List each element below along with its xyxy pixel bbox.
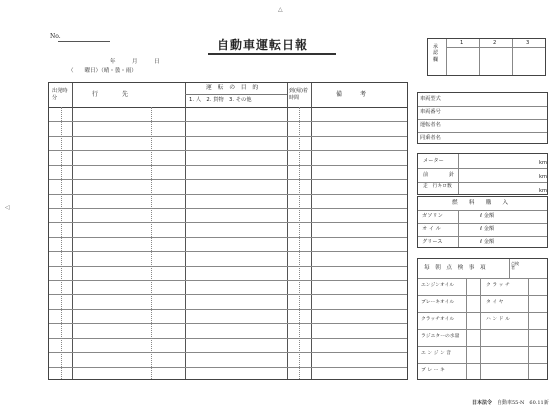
- fuel-purchase-box: [417, 196, 548, 248]
- table-row-line: [49, 338, 407, 339]
- col-departure-time: 出発時分: [52, 88, 68, 101]
- distance-unit: km: [539, 188, 548, 194]
- inspection-item-left: クラッチオイル: [421, 317, 455, 322]
- vehicle-model-label: 車両型式: [420, 96, 441, 102]
- table-row-line: [49, 352, 407, 353]
- weekday-weather-line: （ 曜日）（晴・曇・雨）: [68, 68, 137, 74]
- vehicle-number-label: 車両番号: [420, 109, 441, 115]
- form-code: 自動車55-N 60.11新: [497, 400, 549, 406]
- side-triangle-mark: ◁: [5, 204, 10, 211]
- date-line: 年 月 日: [110, 59, 160, 65]
- inspection-item-left: エンジンオイル: [421, 283, 455, 288]
- table-row-line: [49, 294, 407, 295]
- log-body: [49, 107, 407, 379]
- table-row-line: [49, 323, 407, 324]
- purpose-options: 1. 人 2. 貨物 3. その他: [189, 97, 252, 103]
- table-row-line: [49, 222, 407, 223]
- col-remarks: 備 考: [336, 91, 367, 98]
- gasoline-amount: ℓ 金額: [480, 213, 495, 219]
- table-row-line: [49, 251, 407, 252]
- driving-log-table: [48, 82, 408, 380]
- table-row-line: [49, 237, 407, 238]
- oil-label: オ イ ル: [422, 226, 441, 232]
- table-row-line: [49, 194, 407, 195]
- fuel-title: 燃 料 購 入: [452, 200, 508, 206]
- approval-col-2: 2: [493, 40, 497, 46]
- table-row-line: [49, 121, 407, 122]
- meter-unit: km: [539, 160, 548, 166]
- number-line: [58, 41, 110, 42]
- number-label: No.: [50, 33, 61, 40]
- table-row-line: [49, 150, 407, 151]
- inspector-corner: 点検者: [511, 261, 519, 271]
- approval-label: 承認欄: [433, 44, 439, 63]
- meter-box: [417, 153, 548, 195]
- col-purpose: 運 転 の 目 的: [206, 85, 259, 91]
- table-row-line: [49, 280, 407, 281]
- table-row-line: [49, 208, 407, 209]
- inspection-item-right: ハ ン ド ル: [486, 317, 510, 322]
- approval-box: [427, 38, 546, 76]
- col-arrival-time: 到(帰)着時間: [289, 88, 308, 101]
- morning-inspection-box: [417, 258, 548, 380]
- inspection-item-left: ラジエターの水量: [421, 334, 460, 339]
- vehicle-info-box: [417, 92, 548, 144]
- distance-label: 走 行キロ数: [423, 184, 452, 189]
- grease-label: グリース: [422, 239, 443, 245]
- table-row-line: [49, 136, 407, 137]
- driver-name-label: 運転者名: [420, 122, 441, 128]
- inspection-title: 毎 朝 点 検 事 項: [424, 265, 486, 271]
- previous-meter-unit: km: [539, 174, 548, 180]
- table-row-line: [49, 309, 407, 310]
- page-title: 自動車運転日報: [217, 38, 309, 52]
- top-triangle-mark: △: [278, 6, 283, 13]
- table-row-line: [49, 266, 407, 267]
- publisher-brand: 日本法令: [472, 400, 493, 406]
- inspection-item-left: ブ レ ー キ: [421, 368, 445, 373]
- table-row-line: [49, 165, 407, 166]
- inspection-item-right: ク ラ ッ チ: [486, 283, 510, 288]
- previous-meter-label: 前 針: [423, 172, 455, 178]
- title-underline: [208, 53, 336, 55]
- table-row-line: [49, 179, 407, 180]
- approval-col-3: 3: [526, 40, 530, 46]
- inspection-item-left: ブレーキオイル: [421, 300, 455, 305]
- oil-amount: ℓ 金額: [480, 226, 495, 232]
- gasoline-label: ガソリン: [422, 213, 443, 219]
- inspection-item-left: エ ン ジ ン 音: [421, 351, 452, 356]
- meter-label: メーター: [423, 158, 444, 164]
- table-row-line: [49, 367, 407, 368]
- grease-amount: ℓ 金額: [480, 239, 495, 245]
- approval-col-1: 1: [460, 40, 464, 46]
- passenger-name-label: 同乗者名: [420, 135, 441, 141]
- col-destination: 行 先: [92, 91, 129, 98]
- inspection-item-right: タ イ ヤ: [486, 300, 504, 305]
